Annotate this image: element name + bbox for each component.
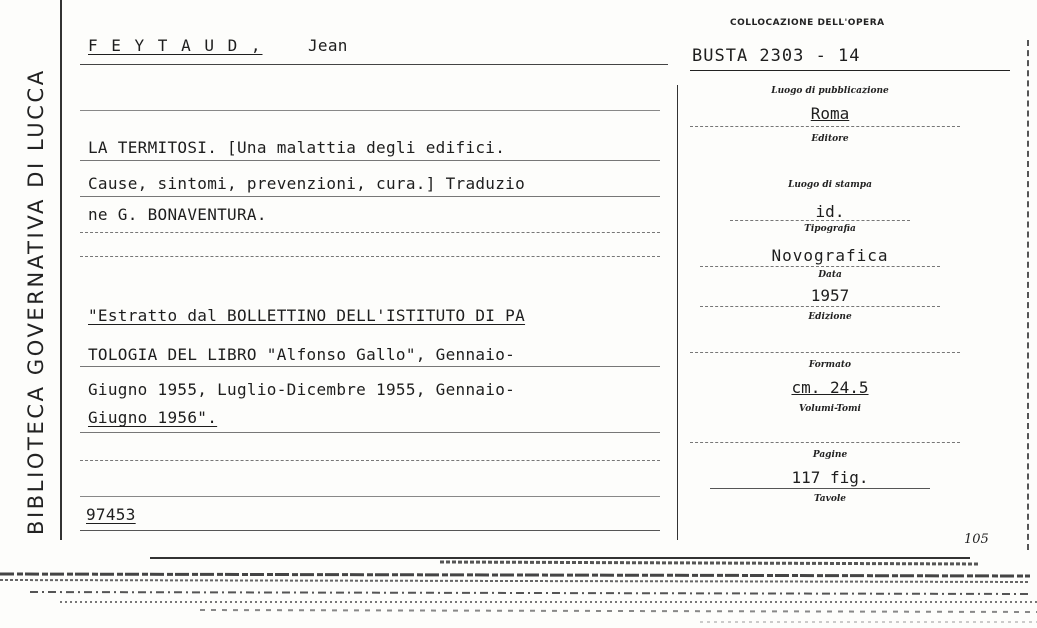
inventory-number: 97453 [86,505,136,524]
rule-title-2 [80,196,660,197]
title-line-2: Cause, sintomi, prevenzioni, cura.] Traduzio [88,174,526,193]
note-line-3: Giugno 1955, Luglio-Dicembre 1955, Gennaio- [88,380,516,399]
inventory-rule [80,530,660,531]
collocation-rule [690,70,1010,71]
editore-label: Editore [811,134,849,144]
tavole-label: Tavole [813,494,847,504]
rule-2 [80,110,660,111]
rule-title-3 [80,232,660,233]
data-label: Data [818,270,842,280]
collocation-value: BUSTA 2303 - 14 [692,46,861,66]
tipografia-value: Novografica [771,246,889,265]
title-line-1: LA TERMITOSI. [Una malattia degli edifici. [88,138,506,157]
pagine-value: 117 fig. [791,468,869,487]
library-name: BIBLIOTECA GOVERNATIVA DI LUCCA [24,68,48,535]
luogo-pubblicazione-label: Luogo di pubblicazione [771,86,889,96]
author-rule [80,64,668,65]
luogo-stampa-label: Luogo di stampa [788,180,872,190]
volumi-label: Volumi-Tomi [799,404,861,414]
rule-r4 [700,306,940,307]
title-line-3: ne G. BONAVENTURA. [88,205,267,224]
rule-r7 [710,488,930,489]
corner-number: 105 [964,532,989,547]
scan-edge-noise [0,552,1037,628]
rule-r3 [700,266,940,267]
rule-note-2 [80,366,660,367]
right-border [1027,40,1029,550]
left-border [60,0,62,540]
pagine-label: Pagine [812,450,848,460]
rule-note-4 [80,432,660,433]
rule-r5 [690,352,960,353]
column-divider [677,85,678,540]
note-line-2: TOLOGIA DEL LIBRO "Alfonso Gallo", Gennaio- [88,345,516,364]
author-name: Jean [308,36,348,55]
note-line-1: "Estratto dal BOLLETTINO DELL'ISTITUTO DI PA [88,306,526,325]
author-surname: F E Y T A U D , [88,36,263,55]
data-value: 1957 [810,286,850,305]
luogo-pubblicazione-value: Roma [810,104,850,123]
luogo-stampa-value: id. [815,202,845,221]
formato-label: Formato [808,360,852,370]
formato-value: cm. 24.5 [791,378,869,397]
rule-blank-1 [80,256,660,257]
rule-title-1 [80,160,660,161]
rule-blank-3 [80,496,660,497]
tipografia-label: Tipografia [804,224,856,234]
rule-r6 [690,442,960,443]
rule-blank-2 [80,460,660,461]
rule-r1 [690,126,960,127]
collocation-header: COLLOCAZIONE DELL'OPERA [730,18,885,28]
rule-r2 [730,220,910,221]
edizione-label: Edizione [808,312,852,322]
note-line-4: Giugno 1956". [88,408,218,427]
